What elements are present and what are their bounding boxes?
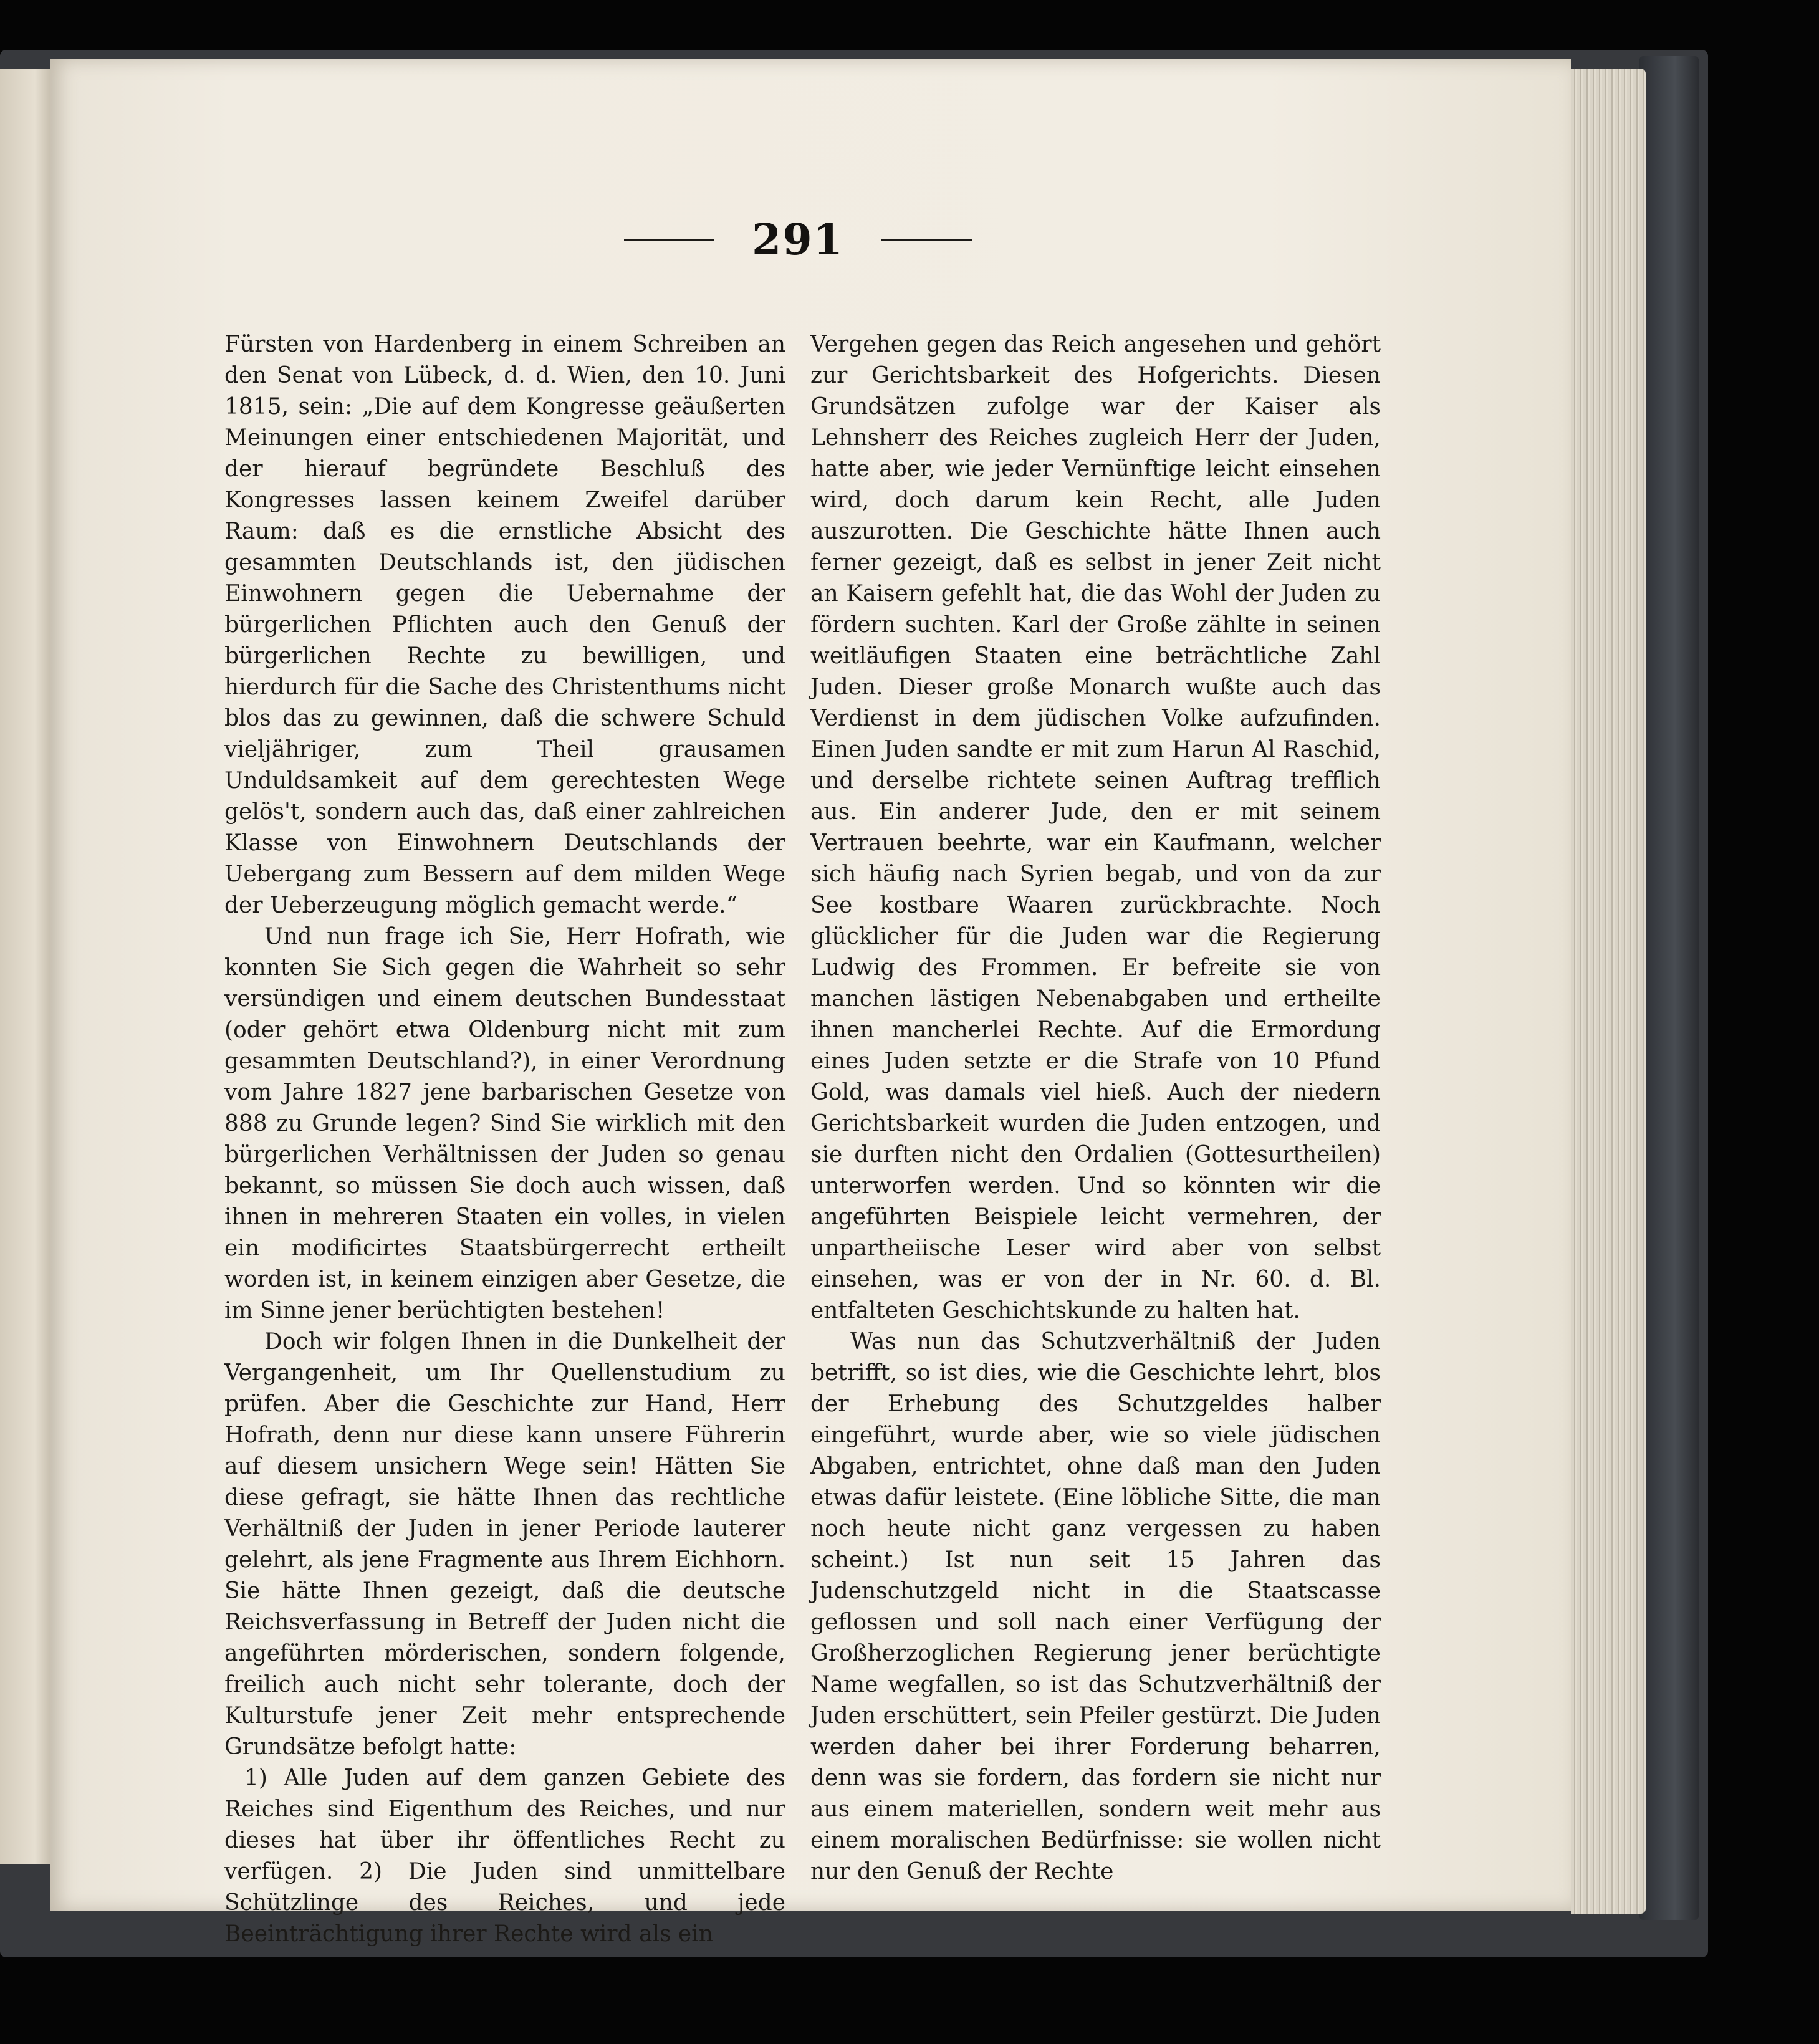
page-stack-edges (1571, 69, 1646, 1914)
facing-page-edge (0, 69, 50, 1864)
paragraph: Was nun das Schutzverhältniß der Juden betrifft, so ist dies, wie die Geschichte lehrt, blos der Erhebung des Schutzgeldes halber eingeführt, wurde aber, wie so viele jüdischen Abgaben, entrichtet, ohne daß man den Juden etwas dafür leistete. (Eine löbliche Sitte, die man noch heute nicht ganz vergessen zu haben scheint.) Ist nun seit 15 Jahren das Judenschutzgeld nicht in die Staatscasse geflossen und soll nach einer Verfügung der Großherzoglichen Regierung jener berüchtigte Name wegfallen, so ist das Schutzverhältniß der Juden erschüttert, sein Pfeiler gestürzt. Die Juden werden daher bei ihrer Forderung beharren, denn was sie fordern, das fordern sie nicht nur aus einem materiellen, sondern weit mehr aus einem moralischen Bedürfnisse: sie wollen nicht nur den Genuß der Rechte (810, 1329, 1381, 1884)
right-text-column (810, 329, 1381, 1888)
header-rule-left (624, 239, 714, 241)
page-number: 291 (752, 215, 844, 265)
book-binding-edge (1639, 56, 1699, 1920)
paragraph: Und nun frage ich Sie, Herr Hofrath, wie konnten Sie Sich gegen die Wahrheit so sehr versündigen und einem deutschen Bundesstaat (oder gehört etwa Oldenburg nicht mit zum gesammten Deutschland?), in einer Verordnung vom Jahre 1827 jene barbarischen Gesetze von 888 zu Grunde legen? Sind Sie wirklich mit den bürgerlichen Verhältnissen der Juden so genau bekannt, so müssen Sie doch auch wissen, daß ihnen in mehreren Staaten ein volles, in vielen ein modificirtes Staatsbürgerrecht ertheilt worden ist, in keinem einzigen aber Gesetze, die im Sinne jener berüchtigten bestehen! (224, 924, 785, 1323)
header-rule-right (881, 239, 972, 241)
paragraph: Doch wir folgen Ihnen in die Dunkelheit der Vergangenheit, um Ihr Quellenstudium zu prüfen. Aber die Geschichte zur Hand, Herr Hofrath, denn nur diese kann unsere Führerin auf diesem unsichern Wege sein! Hätten Sie diese gefragt, sie hätte Ihnen das rechtliche Verhältniß der Juden in jener Periode lauterer gelehrt, als jene Fragmente aus Ihrem Eichhorn. Sie hätte Ihnen gezeigt, daß die deutsche Reichsverfassung in Betreff der Juden nicht die angeführten mörderischen, sondern folgende, freilich auch nicht sehr tolerante, doch der Kulturstufe jener Zeit mehr entsprechende Grundsätze befolgt hatte: (224, 1329, 785, 1760)
page-header (623, 203, 972, 277)
left-text-column (224, 329, 785, 1950)
paragraph: 1) Alle Juden auf dem ganzen Gebiete des Reiches sind Eigenthum des Reiches, und nur dieses hat über ihr öffentliches Recht zu verfügen. 2) Die Juden sind unmittelbare Schützlinge des Reiches, und jede Beeinträchtigung ihrer Rechte wird als ein (224, 1765, 785, 1947)
paragraph: Fürsten von Hardenberg in einem Schreiben an den Senat von Lübeck, d. d. Wien, den 10. Juni 1815, sein: „Die auf dem Kongresse geäußerten Meinungen einer entschiedenen Majorität, und der hierauf begründete Beschluß des Kongresses lassen keinem Zweifel darüber Raum: daß es die ernstliche Absicht des gesammten Deutschlands ist, den jüdischen Einwohnern gegen die Uebernahme der bürgerlichen Pflichten auch den Genuß der bürgerlichen Rechte zu bewilligen, und hierdurch für die Sache des Christenthums nicht blos das zu gewinnen, daß die schwere Schuld vieljähriger, zum Theil grausamen Unduldsamkeit auf dem gerechtesten Wege gelös't, sondern auch das, daß einer zahlreichen Klasse von Einwohnern Deutschlands der Uebergang zum Bessern auf dem milden Wege der Ueberzeugung möglich gemacht werde.“ (224, 332, 785, 918)
paragraph: Vergehen gegen das Reich angesehen und gehört zur Gerichtsbarkeit des Hofgerichts. Diesen Grundsätzen zufolge war der Kaiser als Lehnsherr des Reiches zugleich Herr der Juden, hatte aber, wie jeder Vernünftige leicht einsehen wird, doch darum kein Recht, alle Juden auszurotten. Die Geschichte hätte Ihnen auch ferner gezeigt, daß es selbst in jener Zeit nicht an Kaisern gefehlt hat, die das Wohl der Juden zu fördern suchten. Karl der Große zählte in seinen weitläufigen Staaten eine beträchtliche Zahl Juden. Dieser große Monarch wußte auch das Verdienst in dem jüdischen Volke aufzufinden. Einen Juden sandte er mit zum Harun Al Raschid, und derselbe richtete seinen Auftrag trefflich aus. Ein anderer Jude, den er mit seinem Vertrauen beehrte, war ein Kaufmann, welcher sich häufig nach Syrien begab, und von da zur See kostbare Waaren zurückbrachte. Noch glücklicher für die Juden war die Regierung Ludwig des Frommen. Er befreite sie von manchen lästigen Nebenabgaben und ertheilte ihnen mancherlei Rechte. Auf die Ermordung eines Juden setzte er die Strafe von 10 Pfund Gold, was damals viel hieß. Auch der niedern Gerichtsbarkeit wurden die Juden entzogen, und sie durften nicht den Ordalien (Gottesurtheilen) unterworfen werden. Und so könnten wir die angeführten Beispiele leicht vermehren, der unpartheiische Leser wird aber von selbst einsehen, was er von der in Nr. 60. d. Bl. entfalteten Geschichtskunde zu halten hat. (810, 332, 1381, 1323)
